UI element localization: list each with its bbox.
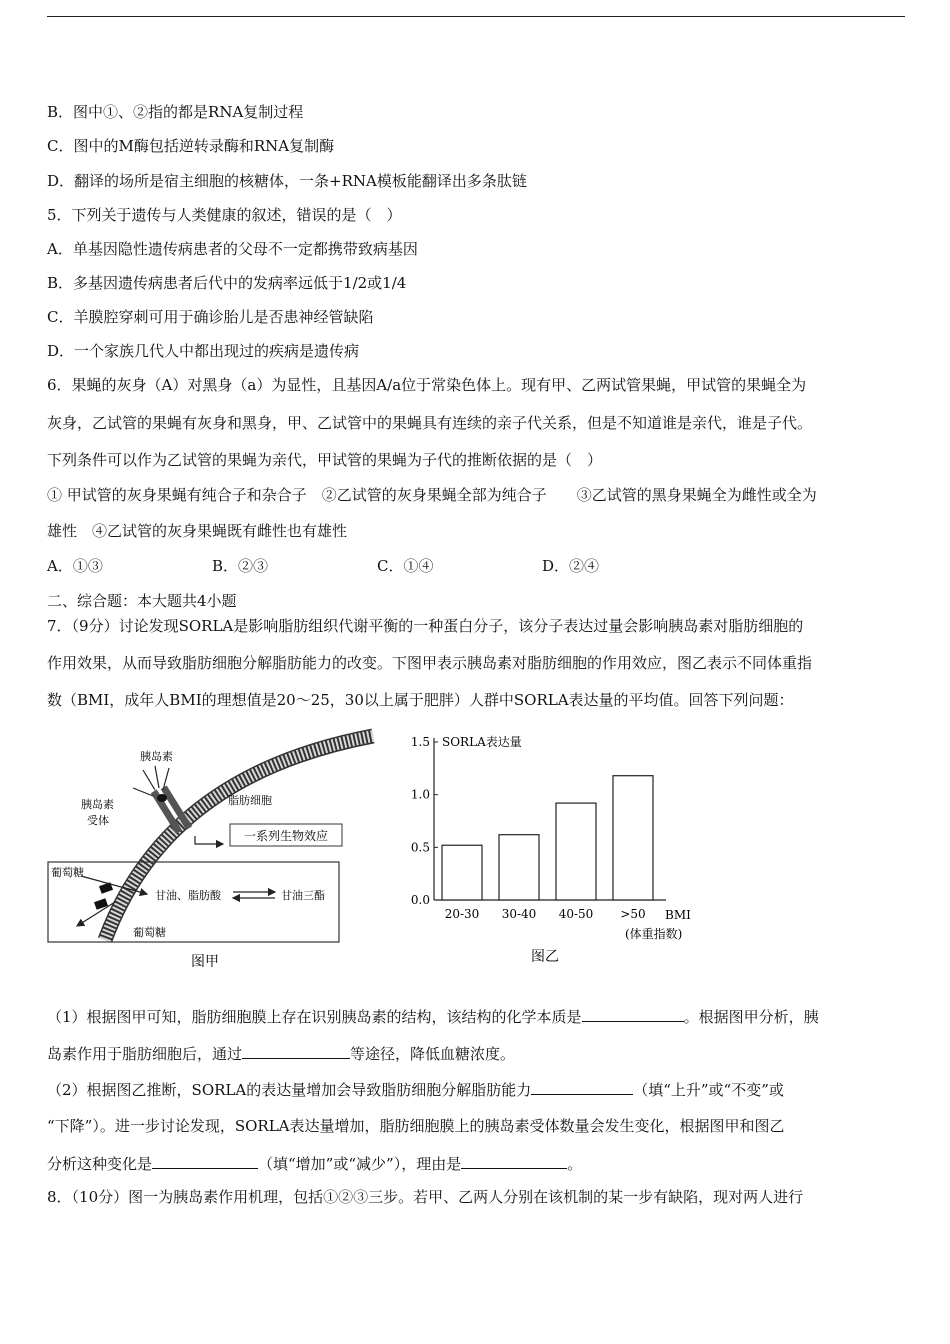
q5-option-c: C．羊膜腔穿刺可用于确诊胎儿是否患神经管缺陷 xyxy=(47,308,374,326)
figure-jia-caption: 图甲 xyxy=(191,954,219,970)
q7-sub2-text-a: （2）根据图乙推断，SORLA的表达量增加会导致脂肪细胞分解脂肪能力 xyxy=(47,1081,532,1099)
q7-sub2-line2: “下降”）。进一步讨论发现，SORLA表达量增加，脂肪细胞膜上的胰岛素受体数量会发生变化，根据图甲和图乙 xyxy=(47,1117,785,1135)
glucose-bottom-label: 葡萄糖 xyxy=(133,926,166,939)
chart-x-tick-label: 40-50 xyxy=(558,907,594,921)
cell-interior-box xyxy=(48,862,339,942)
chart-bar xyxy=(613,776,653,900)
q7-sub1-text-c: 岛素作用于脂肪细胞后，通过 xyxy=(47,1045,243,1063)
glycerol-fa-label: 甘油、脂肪酸 xyxy=(155,889,221,902)
figure-jia xyxy=(45,726,375,976)
q7-sub2-line3 xyxy=(47,1153,582,1174)
chart-x-label-sub: (体重指数) xyxy=(625,927,683,941)
chart-x-tick-label: 20-30 xyxy=(444,907,480,921)
q7-stem-line2: 作用效果，从而导致脂肪细胞分解脂肪能力的改变。下图甲表示胰岛素对脂肪细胞的作用效应，图乙表示不同体重指 xyxy=(47,654,813,672)
q6-conditions-line1: ① 甲试管的灰身果蝇有纯合子和杂合子 ②乙试管的灰身果蝇全部为纯合子 ③乙试管的黑身果蝇全为雌性或全为 xyxy=(47,486,817,504)
q7-sub1-line2 xyxy=(47,1043,515,1064)
q5-option-b: B．多基因遗传病患者后代中的发病率远低于1/2或1/4 xyxy=(47,274,407,292)
q5-option-a: A．单基因隐性遗传病患者的父母不一定都携带致病基因 xyxy=(47,240,418,258)
chart-x-tick-label: >50 xyxy=(620,907,646,921)
receptor-label-2: 受体 xyxy=(87,814,109,827)
chart-x-label: BMI xyxy=(665,908,691,922)
blank-2[interactable] xyxy=(242,1043,350,1059)
q6-option-a: A．①③ xyxy=(47,557,103,575)
q7-stem-line3: 数（BMI，成年人BMI的理想值是20～25，30以上属于肥胖）人群中SORLA表达量的平均值。回答下列问题： xyxy=(47,691,794,709)
q5-stem: 5．下列关于遗传与人类健康的叙述，错误的是（ ） xyxy=(47,206,402,224)
q7-sub1-text-a: （1）根据图甲可知，脂肪细胞膜上存在识别胰岛素的结构，该结构的化学本质是 xyxy=(47,1008,582,1026)
fat-cell-label: 脂肪细胞 xyxy=(228,794,272,807)
effects-arrow xyxy=(195,836,223,844)
blank-5[interactable] xyxy=(461,1153,567,1169)
q7-sub2-text-d: 分析这种变化是 xyxy=(47,1155,153,1173)
q5-option-d: D．一个家族几代人中都出现过的疾病是遗传病 xyxy=(47,342,360,360)
figure-yi-caption: 图乙 xyxy=(531,949,559,965)
q7-sub2-text-b: （填“上升”或“不变”或 xyxy=(633,1081,784,1099)
blank-1[interactable] xyxy=(582,1006,684,1022)
q7-sub2-line1 xyxy=(47,1079,784,1100)
chart-y-tick-label: 1.0 xyxy=(410,787,430,802)
chart-y-tick-label: 0.0 xyxy=(410,893,430,907)
header-rule xyxy=(47,16,905,17)
effects-label: 一系列生物效应 xyxy=(243,829,329,843)
q6-option-b: B．②③ xyxy=(212,557,269,575)
figure-yi-chart xyxy=(400,726,720,971)
chart-bar xyxy=(442,845,482,900)
q7-sub2-text-f: 。 xyxy=(567,1155,583,1173)
q7-sub1-text-b: 。根据图甲分析，胰 xyxy=(683,1008,819,1026)
triglyceride-label: 甘油三酯 xyxy=(281,889,325,902)
q6-option-c: C．①④ xyxy=(377,557,434,575)
chart-y-label: SORLA表达量 xyxy=(442,735,522,749)
q4-option-d: D．翻译的场所是宿主细胞的核糖体，一条+RNA模板能翻译出多条肽链 xyxy=(47,172,527,190)
blank-4[interactable] xyxy=(152,1153,258,1169)
chart-bar xyxy=(556,803,596,900)
section-heading: 二、综合题：本大题共4小题 xyxy=(47,592,237,610)
glucose-top-label: 葡萄糖 xyxy=(51,866,84,879)
q6-option-d: D．②④ xyxy=(542,557,600,575)
chart-y-tick-label: 0.5 xyxy=(410,840,430,855)
chart-x-tick-label: 30-40 xyxy=(501,907,537,921)
receptor-label-1: 胰岛素 xyxy=(81,798,114,811)
q7-sub1-line1 xyxy=(47,1006,819,1027)
blank-3[interactable] xyxy=(531,1079,633,1095)
q6-conditions-line2: 雄性 ④乙试管的灰身果蝇既有雌性也有雄性 xyxy=(47,522,348,540)
q6-stem-line2: 灰身，乙试管的果蝇有灰身和黑身，甲、乙试管中的果蝇具有连续的亲子代关系，但是不知道谁是亲代，谁是子代。 xyxy=(47,414,813,432)
chart-y-tick-label: 1.5 xyxy=(410,735,430,749)
chart-bar xyxy=(499,835,539,900)
q7-stem-line1: 7．（9分）讨论发现SORLA是影响脂肪组织代谢平衡的一种蛋白分子，该分子表达过量会影响胰岛素对脂肪细胞的 xyxy=(47,617,804,635)
q4-option-b: B．图中①、②指的都是RNA复制过程 xyxy=(47,103,304,121)
q6-stem-line3: 下列条件可以作为乙试管的果蝇为亲代，甲试管的果蝇为子代的推断依据的是（ ） xyxy=(47,451,603,469)
q7-sub1-text-d: 等途径，降低血糖浓度。 xyxy=(350,1045,516,1063)
insulin-label: 胰岛素 xyxy=(140,750,173,763)
q8-stem-line1: 8．（10分）图一为胰岛素作用机理，包括①②③三步。若甲、乙两人分别在该机制的某一步有缺陷，现对两人进行 xyxy=(47,1188,804,1206)
q6-stem-line1: 6．果蝇的灰身（A）对黑身（a）为显性，且基因A/a位于常染色体上。现有甲、乙两试管果蝇，甲试管的果蝇全为 xyxy=(47,376,807,394)
q7-sub2-text-e: （填“增加”或“减少”），理由是 xyxy=(258,1155,462,1173)
q4-option-c: C．图中的M酶包括逆转录酶和RNA复制酶 xyxy=(47,137,335,155)
